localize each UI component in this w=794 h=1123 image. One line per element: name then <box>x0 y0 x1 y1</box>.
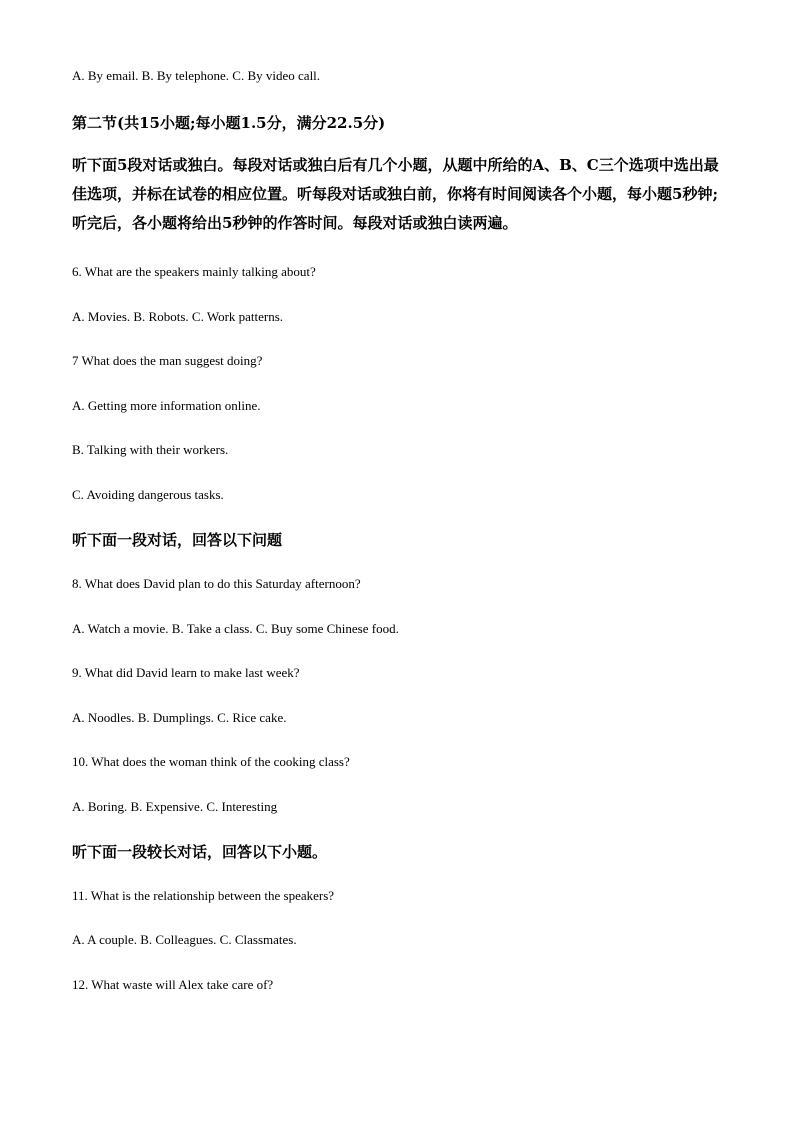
q5-options: A. By email. B. By telephone. C. By video call. <box>72 68 321 83</box>
question-12: 12. What waste will Alex take care of? <box>72 977 274 992</box>
question-9-options: A. Noodles. B. Dumplings. C. Rice cake. <box>72 710 287 725</box>
document-page <box>72 0 722 1123</box>
question-10-options: A. Boring. B. Expensive. C. Interesting <box>72 799 278 814</box>
question-11: 11. What is the relationship between the speakers? <box>72 888 335 903</box>
question-7: 7 What does the man suggest doing? <box>72 353 263 368</box>
question-7-option-c: C. Avoiding dangerous tasks. <box>72 487 224 502</box>
question-6-options: A. Movies. B. Robots. C. Work patterns. <box>72 309 284 324</box>
dialog-heading-1: 听下面一段对话，回答以下问题 <box>72 531 283 549</box>
section-2-instructions: 听下面5段对话或独白。每段对话或独白后有几个小题，从题中所给的A、B、C三个选项中选出最佳选项，并标在试卷的相应位置。听每段对话或独白前，你将有时间阅读各个小题，每小题5秒钟;听完后，各小题将给出5秒钟的作答时间。每段对话或独白读两遍。 <box>72 156 719 232</box>
question-7-option-a: A. Getting more information online. <box>72 398 261 413</box>
question-8: 8. What does David plan to do this Saturday afternoon? <box>72 576 361 591</box>
question-7-option-b: B. Talking with their workers. <box>72 442 229 457</box>
question-6: 6. What are the speakers mainly talking about? <box>72 264 316 279</box>
dialog-heading-2: 听下面一段较长对话，回答以下小题。 <box>72 843 328 861</box>
question-11-options: A. A couple. B. Colleagues. C. Classmates. <box>72 932 297 947</box>
question-9: 9. What did David learn to make last week? <box>72 665 300 680</box>
section-2-title: 第二节(共15小题;每小题1.5分，满分22.5分) <box>72 114 386 132</box>
question-10: 10. What does the woman think of the cooking class? <box>72 754 350 769</box>
question-8-options: A. Watch a movie. B. Take a class. C. Buy some Chinese food. <box>72 621 399 636</box>
